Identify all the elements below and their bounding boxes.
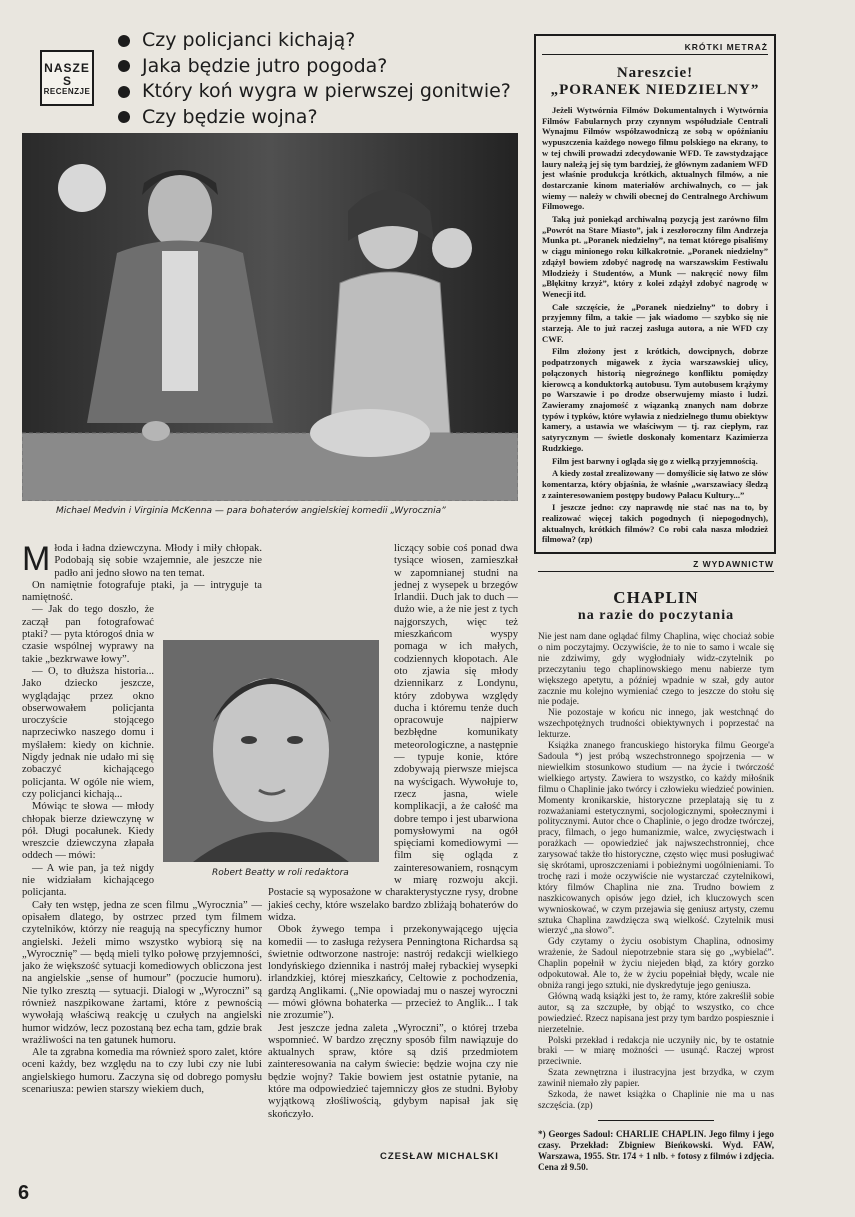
review-paragraph: Film złożony jest z krótkich, dowcipnych, dobrze podpatrzonych migawek z życia warszawskiej ulicy, połączonych historią niegroźnego konfliktu pomiędzy kierowcą a konduktorką autobusu. Tym autobusem krążymy po Warszawie i po drodze obserwujemy miasto i ludzi. Zawieramy znajomość z wiązanką znanych nam dobrze typów i typków, które wyławia z niedzielnego tłumu obiektyw kamery, a ustawia we właściwym — tj. raz ciepłym, raz satyrycznym — świetle doskonały komentarz Kazimierza Rudzkiego. xyxy=(542,346,768,453)
sidebar-box-short-film xyxy=(534,34,776,554)
section-label: KRÓTKI METRAŻ xyxy=(542,42,768,55)
review-paragraph: Film jest barwny i ogląda się go z wielką przyjemnością. xyxy=(552,455,758,466)
article-paragraph: Jest jeszcze jedna zaleta „Wyroczni”, o której trzeba wspomnieć. W bardzo zręczny sposób film nawiązuje do aktualnych spraw, które są dziś przedmiotem zainteresowania na całym świecie: będzie wojna czy nie będzie wojny? Takie bowiem jest ostatnie pytanie, na które ma odpowiedzieć tajemniczy głos ze studni. Byłoby wyjątkową złośliwością, gdybym napisał jak się skończyło. xyxy=(268,1022,518,1120)
bullet-icon xyxy=(118,60,130,72)
article-paragraph: Obok żywego tempa i przekonywającego ujęcia komedii — to zasługa reżysera Penningtona Richardsa są świetnie odtworzone nastroje: nastrój redakcji wielkiego londyńskiego dziennika i nastrój małej rybackiej wysepki irlandzkiej, której mieszkańcy, Celtowie z pochodzenia, gardzą Anglikami. („Nie opowiadaj mu o naszej wyroczni — mówi główna bohaterka — przecież to Anglik... I tak nie zrozumie”). xyxy=(268,924,518,1022)
headline-question: Który koń wygra w pierwszej gonitwie? xyxy=(118,79,518,105)
article-author: CZESŁAW MICHALSKI xyxy=(380,1151,499,1162)
article-paragraph: liczący sobie coś ponad dwa tysiące wiosen, zamieszkał w zapomnianej studni na jednej z wysepek u brzegów Irlandii. Duch jak to duch — dużo wie, a że nie jest z tych najgorszych, więc też mieszkańcom wyspy pomaga w ich małych, codziennych kłopotach. Ale oto zjawia się młody dziennikarz z Londynu, który zdobywa względy ducha i któremu tenże duch opracowuje najpierw bezbłędne komunikaty meteorologiczne, a następnie — typuje konie, które zdobywają pierwsze miejsca na wyścigach. Wywołuje to, rzecz jasna, wiele komplikacji, a że całość ma dobre tempo i jest ubarwiona pomysłowymi na ogół spięciami komediowymi — film się ogląda z zainteresowaniem, rosnącym w miarę rozwoju akcji. Postacie są wyposażone w charakterystyczne rysy, drobne jakieś cechy, które wszelako bardzo zbliżają bohaterów do widza. xyxy=(268,543,518,923)
logo-line-2: S xyxy=(62,73,71,88)
article-paragraph: Młoda i ładna dziewczyna. Młody i miły chłopak. Podobają się sobie wzajemnie, ale jeszcze nie padło ani jedno słowo na ten temat. xyxy=(22,540,262,579)
logo-line-1: NASZE xyxy=(44,60,90,75)
review-paragraph: Nie pozostaje w końcu nic innego, jak westchnąć do wszechpotężnych trudności obiektywnych i poprzestać na lekturze. xyxy=(538,708,774,741)
article-paragraph: Cały ten wstęp, jedna ze scen filmu „Wyrocznia” — opisałem dlatego, by ostrzec przed tym filmem czytelników, którzy nie reagują na specyficzny humor angielski. Jeżeli mimo wszystko wybiorą się na „Wyrocznię” — będą mieli tylko połowę przyjemności, jako że większość sytuacji komediowych obliczona jest na angielskie „sense of humour” (poczucie humoru). Nie tylko zresztą — sytuacji. Dialogi w „Wyroczni” są również naszpikowane żartami, które z pewnością wywołają właściwą reakcję u czułych na angielski humor widzów, lecz pozostaną bez echa tam, gdzie brak wrażliwości na ten gatunek humoru. xyxy=(22,899,262,1046)
article-paragraph: — A wie pan, ja też nigdy nie widziałam kichającego policjanta. xyxy=(22,862,154,899)
headline-questions xyxy=(118,28,518,130)
divider xyxy=(598,1120,714,1121)
review-title: „PORANEK NIEDZIELNY” xyxy=(550,82,760,98)
book-footnote: *) Georges Sadoul: CHARLIE CHAPLIN. Jego filmy i jego czasy. Przekład: Zbigniew Bieńkowski. Wyd. FAW, Warszawa, 1955. Str. 174 + 1 nlb. + fotosy z filmów i zdjęcia. Cena zł 9.50. xyxy=(538,1128,774,1172)
review-heading: CHAPLIN xyxy=(613,588,699,607)
article-paragraph: Ale ta zgrabna komedia ma również sporo zalet, które oceni każdy, bez względu na to czy lubi czy nie lubi angielskiego humoru. Zaczyna się od dobrego pomysłu scenariusza: pewien starszy wiekiem duch, xyxy=(22,1047,262,1096)
sidebar-book-review xyxy=(538,553,774,1173)
review-body xyxy=(542,105,768,545)
bullet-icon xyxy=(118,86,130,98)
drop-cap: M xyxy=(22,540,51,578)
article-paragraph: Mówiąc te słowa — młody chłopak bierze dziewczynę w pół. Długi pocałunek. Kiedy wreszcie dziewczyna złapała oddech — mówi: xyxy=(22,801,154,862)
section-label: Z WYDAWNICTW xyxy=(538,559,774,572)
page-number: 6 xyxy=(18,1182,30,1204)
article-paragraph: On namiętnie fotografuje ptaki, ja — intryguje ta namiętność. xyxy=(22,579,262,604)
review-paragraph: Całe szczęście, że „Poranek niedzielny” to dobry i przyjemny film, a takie — jak wiadomo — szybko się nie starzeją. Ale to już raczej zasługa autora, a nie WFD czy CWF. xyxy=(542,301,768,344)
review-paragraph: Książka znanego francuskiego historyka filmu George'a Sadoula *) jest próbą wszechstronnego spojrzenia — w niewielkim stosunkowo studium — na życie i twórczość wielkiego artysty. Zawiera to wszystko, co każdy miłośnik filmu o Chaplinie jako twórcy i człowieku wiedzieć powinien. Momenty kronikarskie, historyczne przeplatają się tu z rozważaniami estetycznymi, socjologicznymi, społecznymi i politycznymi. Autor chce o Chaplinie, o jego drodze twórczej, pracy, filmach, o jego humanizmie, walce, zwycięstwach i porażkach — opowiedzieć jak najwszechstronniej, chce zarysować także tło historyczne, często więc musi posługiwać się skrótami, uproszczeniami i pobieżnymi uogólnieniami. To trochę razi i może oczywiście nie wystarczać czytelnikowi, który filmów Chaplina nie zna. Trudno bowiem z naszkicowanych opisów jego dzieł, ich kluczowych scen wywnioskować, w czym przejawia się geniusz artysty, czemu sztuka Chaplina zawdzięcza swą wielkość. Czytelnik musi wierzyć „na słowo”. xyxy=(538,741,774,937)
bullet-icon xyxy=(118,35,130,47)
review-paragraph: Jeżeli Wytwórnia Filmów Dokumentalnych i Wytwórnia Filmów Fabularnych przy czynnym współudziale Centrali Wynajmu Filmów współzawodniczą ze sobą w opóźnianiu wypuszczenia każdego nowego filmu polskiego na ekrany, to w tej chwili prowadzi zdecydowanie WFD. Te zawstydzające laury należą jej się tym bardziej, że głównym zadaniem WFD jest właśnie produkcja krótkich, aktualnych filmów, a nie dostarczanie kinom materiałów archiwalnych, co — jak wiemy — należy w chwili obecnej do Centralnego Archiwum Filmowego. xyxy=(542,105,768,212)
review-paragraph: Polski przekład i redakcja nie uczyniły nic, by te ostatnie braki — w miarę możności — usunąć. Raczej wprost przeciwnie. xyxy=(538,1035,774,1068)
portrait-caption: Robert Beatty w roli redaktora xyxy=(212,868,349,878)
review-paragraph: A kiedy został zrealizowany — domyślicie się łatwo ze słów komentarza, który objaśnia, że właśnie „warszawiacy śledzą z zainteresowaniem postępy budowy Pałacu Kultury...” xyxy=(542,468,768,500)
headline-question: Jaka będzie jutro pogoda? xyxy=(118,54,518,80)
review-body xyxy=(538,632,774,1112)
logo-line-3: RECENZJE xyxy=(43,86,91,96)
photo-caption: Michael Medvin i Virginia McKenna — para bohaterów angielskiej komedii „Wyrocznia” xyxy=(56,506,446,516)
article-paragraph: — Jak do tego doszło, że zaczął pan fotografować ptaki? — pyta którogoś dnia w czasie wspólnej wyprawy na takie „bezkrwawe łowy”. xyxy=(22,604,154,665)
review-paragraph: Główną wadą książki jest to, że ramy, które zakreślił sobie autor, są za szczupłe, by objąć to wszystko, co chce powiedzieć. Rzecz napisana jest przy tym bardzo pospiesznie i nierzetelnie. xyxy=(538,991,774,1035)
article-column-2 xyxy=(268,543,518,1121)
photo-wrap-spacer xyxy=(268,543,388,883)
review-paragraph: Nie jest nam dane oglądać filmy Chaplina, więc chociaż sobie o nim poczytajmy. Oczywiście, że to nie to samo i wcale się nie zdziwimy, gdy wygłodniały widz-czytelnik po przeczytaniu tego chaplinowskiego menu nabierze tym większego apetytu, a później wpadnie w szał, gdy autor zacznie mu kolejno wymieniać czego to jeszcze do stołu się nie podaje. xyxy=(538,632,774,708)
review-paragraph: I jeszcze jedno: czy naprawdę nie stać nas na to, by realizować więcej takich pogodnych (i niepogodnych), aktualnych, krótkich filmów? Co robi cała nasza młodzież filmowa? (zp) xyxy=(542,502,768,545)
headline-question: Czy policjanci kichają? xyxy=(118,28,518,54)
review-paragraph: Szkoda, że nawet książka o Chaplinie nie ma u nas szczęścia. (zp) xyxy=(538,1090,774,1111)
film-still-image xyxy=(22,133,518,501)
review-paragraph: Gdy czytamy o życiu osobistym Chaplina, odnosimy wrażenie, że Sadoul niepotrzebnie stara się go „wybielać”. Chaplin popełnił w życiu niejeden błąd, za który gorzko odpokutował. Ale to, że w życiu popełniał błędy, wcale nie obniża rangi jego sztuki, nie dyskredytuje jego geniusza. xyxy=(538,937,774,991)
review-subheading: na razie do poczytania xyxy=(577,608,735,623)
review-paragraph: Szata zewnętrzna i ilustracyjna jest brzydka, w czym zawinił niemało zły papier. xyxy=(538,1068,774,1090)
bullet-icon xyxy=(118,111,130,123)
review-heading: Nareszcie! xyxy=(616,65,694,81)
article-paragraph: — O, to dłuższa historia... Jako dziecko jeszcze, wyglądając przez okno obserwowałem policjanta uroczyście stojącego naprzeciwko naszego domu i myślałem: kiedy on kichnie. Nigdy jednak nie udało mi się zobaczyć kichającego policjanta. W ogóle nie wiem, czy policjanci kichają... xyxy=(22,665,154,800)
headline-question: Czy będzie wojna? xyxy=(118,105,518,131)
review-paragraph: Taką już poniekąd archiwalną pozycją jest zarówno film „Powrót na Stare Miasto”, jak i zeszłoroczny film Andrzeja Munka pt. „Poranek niedzielny”, na temat którego pisaliśmy w ciągu minionego roku kilkakrotnie. „Poranek niedzielny” zdążył bowiem zdobyć nagrodę na warszawskim Festiwalu Młodzieży i Studentów, a Munk — nakręcić nowy film „Błękitny krzyż”, który z kolei zdążył zdobyć nagrodę w Wenecji itd. xyxy=(542,214,768,299)
column-logo xyxy=(40,50,94,106)
film-still-photo xyxy=(22,133,518,501)
